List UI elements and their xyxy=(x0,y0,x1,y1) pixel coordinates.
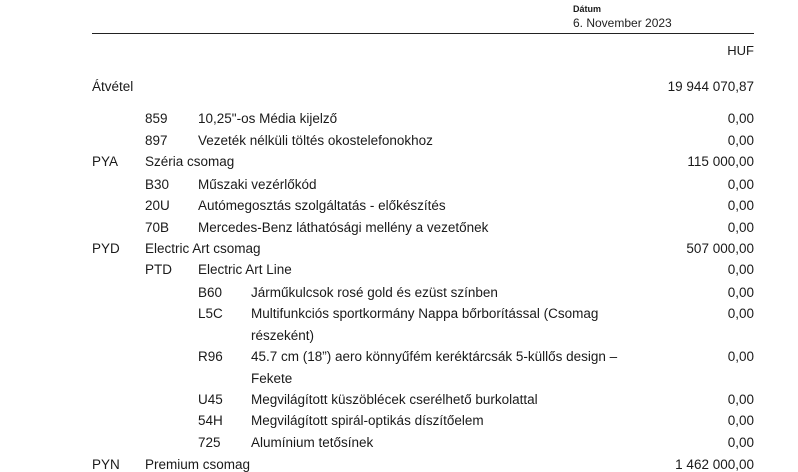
item-amount: 0,00 xyxy=(727,413,754,428)
currency-label: HUF xyxy=(727,43,754,58)
item-amount: 507 000,00 xyxy=(686,241,754,256)
item-label: Electric Art csomag xyxy=(145,241,261,256)
item-amount: 0,00 xyxy=(727,392,754,407)
item-label: Mercedes-Benz láthatósági mellény a vezetőnek xyxy=(198,220,489,235)
item-amount: 1 462 000,00 xyxy=(675,457,754,472)
item-code: L5C xyxy=(198,306,223,321)
item-code: B30 xyxy=(145,177,170,192)
date-value: 6. November 2023 xyxy=(573,16,672,30)
total-amount: 19 944 070,87 xyxy=(667,79,754,94)
total-label: Átvétel xyxy=(92,79,134,94)
item-label: 10,25"-os Média kijelző xyxy=(198,111,338,126)
item-amount: 0,00 xyxy=(727,262,754,277)
item-code: 20U xyxy=(145,198,170,213)
item-label: Alumínium tetősínek xyxy=(251,435,374,450)
item-code: 70B xyxy=(145,220,170,235)
item-amount: 0,00 xyxy=(727,177,754,192)
item-label: Multifunkciós sportkormány Nappa bőrborítással (Csomag xyxy=(251,306,599,321)
item-code: PTD xyxy=(145,262,172,277)
item-amount: 0,00 xyxy=(727,220,754,235)
item-code: R96 xyxy=(198,349,223,364)
item-code: PYA xyxy=(92,154,119,169)
header-divider xyxy=(92,33,754,34)
item-label: Premium csomag xyxy=(145,457,251,472)
item-label-continued: részeként) xyxy=(251,328,315,343)
item-label: Megvilágított küszöblécek cserélhető burkolattal xyxy=(251,392,538,407)
item-code: PYD xyxy=(92,241,120,256)
item-label: Vezeték nélküli töltés okostelefonokhoz xyxy=(198,133,433,148)
item-code: U45 xyxy=(198,392,223,407)
item-amount: 0,00 xyxy=(727,198,754,213)
item-amount: 0,00 xyxy=(727,111,754,126)
item-amount: 0,00 xyxy=(727,285,754,300)
item-label: Autómegosztás szolgáltatás - előkészítés xyxy=(198,198,446,213)
item-amount: 0,00 xyxy=(727,435,754,450)
item-code: B60 xyxy=(198,285,223,300)
item-code: PYN xyxy=(92,457,120,472)
item-amount: 0,00 xyxy=(727,133,754,148)
item-code: 897 xyxy=(145,133,168,148)
item-label: Járműkulcsok rosé gold és ezüst színben xyxy=(251,285,498,300)
date-label: Dátum xyxy=(573,4,602,14)
item-label: Műszaki vezérlőkód xyxy=(198,177,317,192)
item-amount: 0,00 xyxy=(727,306,754,321)
item-label: 45.7 cm (18”) aero könnyűfém keréktárcsák 5-küllős design – xyxy=(251,349,618,364)
item-amount: 0,00 xyxy=(727,349,754,364)
item-code: 859 xyxy=(145,111,168,126)
item-amount: 115 000,00 xyxy=(687,154,754,169)
item-code: 54H xyxy=(198,413,223,428)
item-code: 725 xyxy=(198,435,221,450)
item-label: Electric Art Line xyxy=(198,262,292,277)
item-label-continued: Fekete xyxy=(251,371,293,386)
item-label: Megvilágított spirál-optikás díszítőelem xyxy=(251,413,484,428)
item-label: Széria csomag xyxy=(145,154,235,169)
